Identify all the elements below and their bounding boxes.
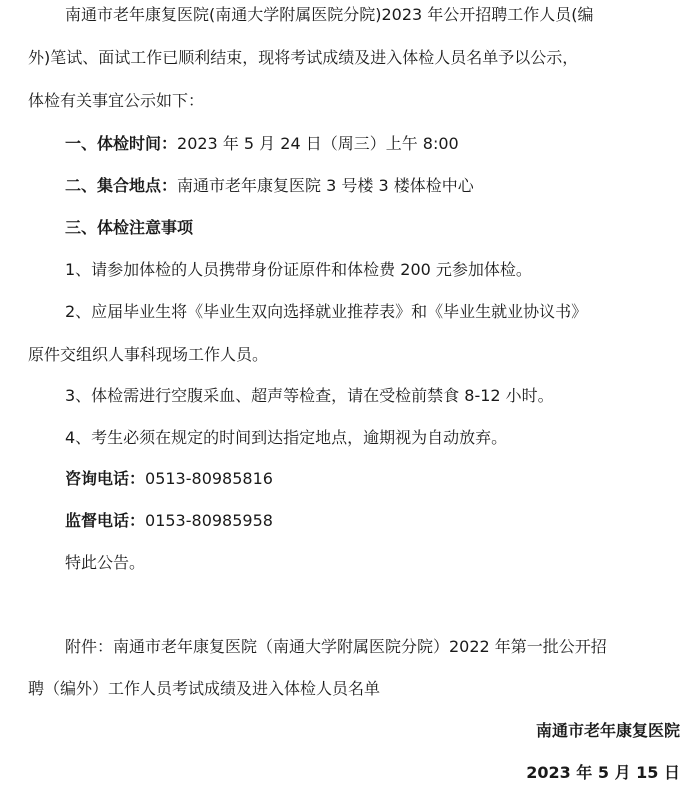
note-item-4: 4、考生必须在规定的时间到达指定地点，逾期视为自动放弃。 [65, 428, 508, 447]
consult-phone-label: 咨询电话： [65, 469, 146, 488]
section-exam-time-heading: 一、体检时间： [65, 134, 178, 153]
section-exam-time-text: 2023 年 5 月 24 日（周三）上午 8:00 [177, 134, 459, 153]
note-item-3: 3、体检需进行空腹采血、超声等检查，请在受检前禁食 8-12 小时。 [65, 386, 554, 405]
signature-date: 2023 年 5 月 15 日 [526, 763, 680, 782]
supervise-phone-number: 0153-80985958 [145, 511, 273, 530]
section-meeting-place-text: 南通市老年康复医院 3 号楼 3 楼体检中心 [177, 176, 474, 195]
consult-phone-number: 0513-80985816 [145, 469, 273, 488]
supervise-phone [65, 510, 273, 532]
intro-line-3: 体检有关事宜公示如下： [28, 91, 205, 110]
supervise-phone-label: 监督电话： [65, 511, 146, 530]
consult-phone [65, 468, 273, 490]
section-meeting-place [65, 175, 474, 197]
intro-line-2: 外)笔试、面试工作已顺利结束，现将考试成绩及进入体检人员名单予以公示， [28, 48, 579, 67]
attachment-line-2: 聘（编外）工作人员考试成绩及进入体检人员名单 [28, 679, 381, 698]
note-item-2-line-2: 原件交组织人事科现场工作人员。 [28, 345, 269, 364]
section-meeting-place-heading: 二、集合地点： [65, 176, 178, 195]
note-item-2-line-1: 2、应届毕业生将《毕业生双向选择就业推荐表》和《毕业生就业协议书》 [65, 302, 588, 321]
signature-org: 南通市老年康复医院 [535, 721, 680, 740]
intro-line-1: 南通市老年康复医院(南通大学附属医院分院)2023 年公开招聘工作人员(编 [65, 5, 594, 24]
section-notes-heading: 三、体检注意事项 [65, 218, 194, 237]
closing-text: 特此公告。 [65, 553, 146, 572]
note-item-1: 1、请参加体检的人员携带身份证原件和体检费 200 元参加体检。 [65, 260, 532, 279]
attachment-line-1: 附件：南通市老年康复医院（南通大学附属医院分院）2022 年第一批公开招 [65, 637, 607, 656]
section-exam-time [65, 133, 459, 155]
